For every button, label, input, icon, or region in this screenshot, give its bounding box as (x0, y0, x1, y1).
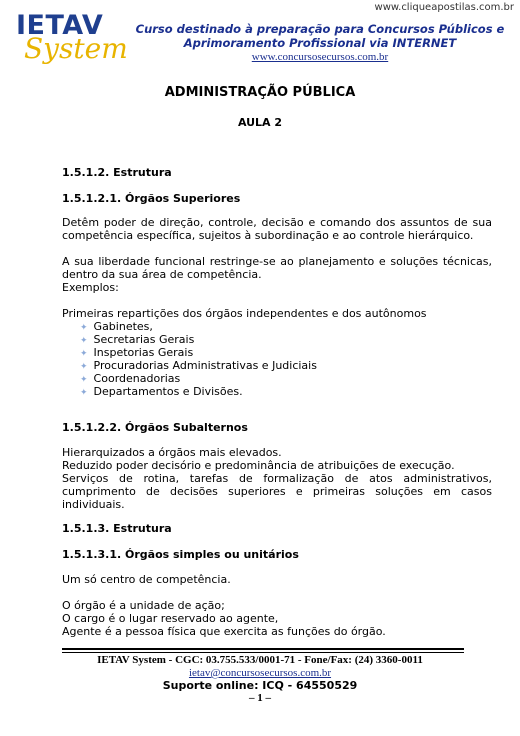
paragraph-hierarquizados: Hierarquizados a órgãos mais elevados. (62, 446, 282, 459)
page-title: ADMINISTRAÇÃO PÚBLICA (164, 85, 356, 100)
page-number: – 1 – (249, 692, 271, 704)
footer-support-online: Suporte online: ICQ - 64550529 (162, 679, 358, 692)
ietav-logo (10, 10, 128, 65)
list-item: ✦ Gabinetes, (80, 320, 153, 333)
footer-email-link[interactable]: ietav@concursosecursos.com.br (188, 667, 332, 679)
paragraph-superiores-definition: Detêm poder de direção, controle, decisão e comando dos assuntos de sua competência específica, sujeitos à subordinação e ao controle hierárquico. (62, 216, 492, 242)
list-item: ✦ Coordenadorias (80, 372, 181, 385)
list-item: ✦ Secretarias Gerais (80, 333, 195, 346)
logo-system-text: System (24, 32, 128, 65)
logo-ietav-text: IETAV (16, 10, 104, 41)
list-item: ✦ Departamentos e Divisões. (80, 385, 243, 398)
paragraph-agente-pessoa: Agente é a pessoa física que exercita as funções do órgão. (62, 625, 386, 638)
list-item: ✦ Procuradorias Administrativas e Judiciais (80, 359, 317, 372)
bullet-star-icon: ✦ (80, 336, 88, 346)
paragraph-primeiras-reparticoes: Primeiras repartições dos órgãos independentes e dos autônomos (62, 307, 427, 320)
header-line-1: Curso destinado à preparação para Concursos Públicos e (135, 22, 505, 36)
section-heading-orgaos-simples: 1.5.1.3.1. Órgãos simples ou unitários (62, 548, 299, 561)
paragraph-reduzido-poder: Reduzido poder decisório e predominância de atribuições de execução. (62, 459, 455, 472)
section-heading-orgaos-superiores: 1.5.1.2.1. Órgãos Superiores (62, 192, 241, 205)
paragraph-cargo-lugar: O cargo é o lugar reservado ao agente, (62, 612, 279, 625)
bullet-star-icon: ✦ (80, 362, 88, 372)
paragraph-servicos-rotina: Serviços de rotina, tarefas de formalização de atos administrativos, cumprimento de decisões superiores e primeiras soluções em casos individuais. (62, 472, 492, 511)
paragraph-liberdade-funcional: A sua liberdade funcional restringe-se ao planejamento e soluções técnicas, dentro da sua área de competência. (62, 255, 492, 281)
section-heading-estrutura: 1.5.1.2. Estrutura (62, 166, 172, 179)
bullet-star-icon: ✦ (80, 375, 88, 385)
source-url[interactable]: www.cliqueapostilas.com.br (374, 2, 514, 13)
header-line-2: Aprimoramento Profissional via INTERNET (183, 36, 457, 50)
section-heading-orgaos-subalternos: 1.5.1.2.2. Órgãos Subalternos (62, 421, 248, 434)
paragraph-centro-competencia: Um só centro de competência. (62, 573, 231, 586)
lesson-subtitle: AULA 2 (237, 116, 283, 129)
section-heading-estrutura-2: 1.5.1.3. Estrutura (62, 522, 172, 535)
header-website-link[interactable]: www.concursosecursos.com.br (251, 51, 389, 63)
bullet-star-icon: ✦ (80, 349, 88, 359)
list-item: ✦ Inspetorias Gerais (80, 346, 194, 359)
bullet-star-icon: ✦ (80, 323, 88, 333)
examples-label: Exemplos: (62, 281, 119, 294)
paragraph-orgao-unidade: O órgão é a unidade de ação; (62, 599, 225, 612)
footer-company-info: IETAV System - CGC: 03.755.533/0001-71 - Fone/Fax: (24) 3360-0011 (97, 654, 423, 666)
bullet-star-icon: ✦ (80, 388, 88, 398)
footer-divider-thin (62, 652, 464, 653)
footer-divider-thick (62, 648, 464, 650)
